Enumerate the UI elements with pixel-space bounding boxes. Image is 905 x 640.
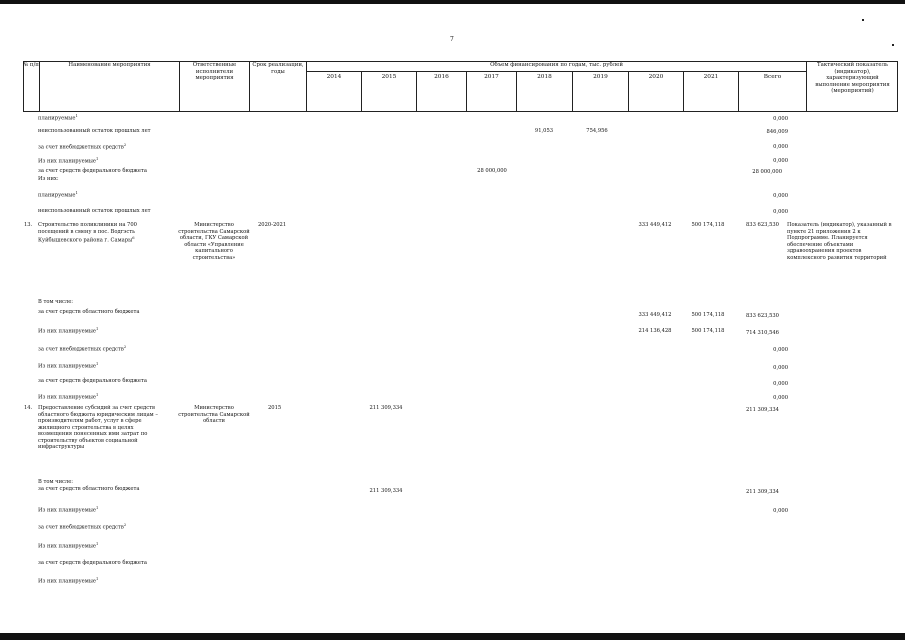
header-indicator: Тактический показатель (индикатор), характеризующий выполнение мероприятия (мероприятий) [806,61,898,112]
header-year: 2016 [416,72,466,112]
cell-2019: 754,956 [586,128,608,134]
page-number: 7 [450,36,454,43]
item-number: 13. [24,222,33,228]
cell-total: 846,009 [766,129,788,135]
header-period: Срок реализации, годы [249,61,306,112]
item-name: Строительство поликлиники на 700 посещений в смену в пос. Водгэсть Куйбышевского района г. Самары$^6$ [38,222,137,244]
row-label: за счет внебюджетных средств$^2$ [38,143,127,151]
cell-total: 211 309,334 [745,489,779,495]
scan-speck [862,19,864,21]
row-label: неиспользованный остаток прошлых лет [38,128,151,134]
row-label: за счет внебюджетных средств$^2$ [38,345,127,353]
header-responsible: Ответственные исполнители мероприятия [179,61,249,112]
row-label: Из них планируемые$^1$ [38,542,99,550]
scan-speck [892,44,894,46]
cell-2015: 211 309,334 [369,488,403,494]
cell-total: 0,000 [773,365,788,371]
cell-2020: 333 449,412 [638,222,672,228]
row-label: В том числе: [38,299,74,305]
cell-total: 0,000 [773,209,788,215]
item-name: Предоставление субсидий за счет средств областного бюджета юридическим лицам – производителям работ, услуг в сфере жилищного строительства в целях возмещения понесенных ими затрат по строительству объектов социальной инфраструктуры [38,405,158,450]
cell-total: 833 623,530 [745,222,779,228]
header-year: 2017 [466,72,516,112]
cell-2021: 500 174,118 [691,328,725,334]
cell-total: 0,000 [773,144,788,150]
row-label: за счет средств областного бюджета [38,486,140,492]
cell-total: 714 310,546 [745,330,779,336]
header-year: 2021 [683,72,738,112]
item-responsible: Министерство строительства Самарской области, ГКУ Самарской области «Управление капитального строительства» [178,222,250,261]
header-year: 2014 [306,72,361,112]
header-funding: Объем финансирования по годам, тыс. рублей [306,61,806,72]
row-label: за счет внебюджетных средств$^2$ [38,523,127,531]
row-label: планируемые$^1$ [38,114,78,122]
row-label: Из них планируемые$^1$ [38,506,99,514]
row-label: за счет средств федерального бюджета [38,378,147,384]
header-year: 2015 [361,72,416,112]
row-label: Из них планируемые$^1$ [38,157,99,165]
row-label: за счет средств федерального бюджета [38,560,147,566]
cell-total: 0,000 [773,116,788,122]
row-label: Из них планируемые$^1$ [38,393,99,401]
cell-2021: 500 174,118 [691,222,725,228]
row-label: Из них планируемые$^1$ [38,362,99,370]
item-responsible: Министерство строительства Самарской области [178,405,250,424]
cell-total: 0,000 [773,347,788,353]
cell-total: 0,000 [773,508,788,514]
item-period: 2015 [268,405,282,411]
cell-total: 211 309,334 [745,407,779,413]
row-label: за счет средств областного бюджета [38,309,140,315]
row-label: В том числе: [38,479,74,485]
header-num: № п/п [23,62,39,68]
cell-total: 0,000 [773,381,788,387]
scan-bottom-border [0,633,905,640]
item-number: 14. [24,405,33,411]
header-name: Наименование мероприятия [39,61,179,112]
row-label: за счет средств федерального бюджета [38,168,147,174]
cell-2021: 500 174,118 [691,312,725,318]
cell-total: 833 623,530 [745,313,779,319]
cell-2015: 211 309,334 [369,405,403,411]
scan-top-border [0,0,905,4]
header-year-total: Всего [738,72,806,112]
row-label: Из них планируемые$^1$ [38,577,99,585]
item-indicator: Показатель (индикатор), указанный в пункте 21 приложения 2 к Подпрограмме. Планируется обеспечение объектами здравоохранения проектов комплексного развития территорий [787,222,892,261]
table-header [23,61,898,112]
cell-2020: 333 449,412 [638,312,672,318]
row-label: Из них планируемые$^1$ [38,327,99,335]
cell-2017: 28 000,000 [477,168,507,174]
cell-total: 0,000 [773,395,788,401]
row-label: планируемые$^1$ [38,191,78,199]
header-year: 2019 [572,72,628,112]
header-year: 2018 [516,72,572,112]
cell-2018: 91,053 [534,128,554,134]
cell-total: 28 000,000 [752,169,782,175]
cell-2020: 214 136,428 [638,328,672,334]
cell-total: 0,000 [773,193,788,199]
item-period: 2020-2021 [258,222,287,228]
cell-total: 0,000 [773,158,788,164]
header-year: 2020 [628,72,683,112]
row-label: Из них: [38,176,59,182]
row-label: неиспользованный остаток прошлых лет [38,208,151,214]
